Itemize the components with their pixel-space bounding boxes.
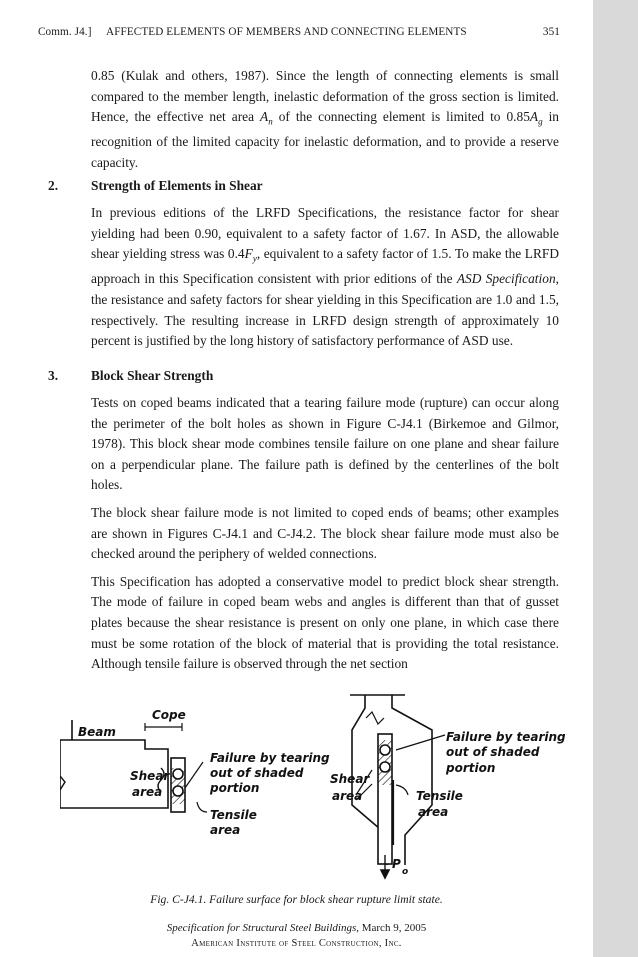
paragraph-shear: In previous editions of the LRFD Specifications, the resistance factor for shear yielding had been 0.90, equivalent to a safety factor of 1.67. In ASD, the allowable shear yielding stress was $0.4F_y$, equivalent to a safety factor of 1.5. To make the LRFD approach in this Specification consistent with prior editions of the ASD Specification, the resistance and safety factors for shear yielding in this Specification are 1.0 and 1.5, respectively. The resulting increase in LRFD design strength of approximately 10 percent is justified by the long history of satisfactory performance of ASD use. <box>91 205 559 349</box>
svg-text:Cope: Cope <box>152 708 186 722</box>
svg-text:Beam: Beam <box>78 725 116 739</box>
svg-text:area: area <box>210 823 241 837</box>
page-number: 351 <box>542 26 560 38</box>
footer-org: American Institute of Steel Construction, Inc. <box>191 938 402 949</box>
page-side-band <box>593 0 638 957</box>
svg-text:Shear: Shear <box>130 769 170 783</box>
paragraph-block-shear <box>91 393 559 682</box>
header-title: AFFECTED ELEMENTS OF MEMBERS AND CONNECTING ELEMENTS <box>106 26 467 38</box>
svg-text:out of shaded: out of shaded <box>210 766 304 780</box>
svg-text:o: o <box>402 867 409 877</box>
svg-text:portion: portion <box>446 761 496 775</box>
svg-text:Tensile: Tensile <box>416 789 463 803</box>
svg-text:out of shaded: out of shaded <box>446 745 540 759</box>
figure-block-shear <box>60 690 580 885</box>
block-shear-p2: The block shear failure mode is not limited to coped ends of beams; other examples are shown in Figures C-J4.1 and C-J4.2. The block shear failure mode must also be checked around the periphery of welded connections. <box>91 504 559 562</box>
footer-spec: Specification for Structural Steel Buildings, March 9, 2005 <box>166 922 427 934</box>
block-shear-p1: Tests on coped beams indicated that a tearing failure mode (rupture) can occur along the perimeter of the bolt holes as shown in Figure C-J4.1 (Birkemoe and Gilmor, 1978). This block shear mode combines tensile failure on one plane and shear failure on a perpendicular plane. The failure path is defined by the centerlines of the bolt holes. <box>91 395 559 493</box>
paragraph-intro: 0.85 (Kulak and others, 1987). Since the length of connecting elements is small compared to the member length, inelastic deformation of the gross section is limited. Hence, the effective net area $A_n$ of the connecting element is limited to $0.85A_g$ in recognition of the limited capacity for inelastic deformation, and to provide a reserve capacity. <box>91 68 559 171</box>
svg-text:Tensile: Tensile <box>210 808 257 822</box>
svg-text:area: area <box>132 785 163 799</box>
header-section: Comm. J4.] <box>38 26 92 38</box>
svg-text:Shear: Shear <box>330 772 370 786</box>
gusset-diagram <box>350 695 445 878</box>
svg-text:area: area <box>418 805 449 819</box>
figure-caption: Fig. C-J4.1. Failure surface for block shear rupture limit state. <box>150 893 443 906</box>
svg-text:P: P <box>392 857 401 871</box>
svg-text:Failure by tearing: Failure by tearing <box>446 730 566 744</box>
svg-text:Failure by tearing: Failure by tearing <box>210 751 330 765</box>
block-shear-p3: This Specification has adopted a conservative model to predict block shear strength. The mode of failure in coped beam webs and angles is different than that of gusset plates because the shear resistance is present on only one plane, in which case there must be some rotation of the block of material that is providing the total resistance. Although tensile failure is observed through the net section <box>91 573 559 672</box>
svg-text:area: area <box>332 789 363 803</box>
svg-text:portion: portion <box>210 781 260 795</box>
